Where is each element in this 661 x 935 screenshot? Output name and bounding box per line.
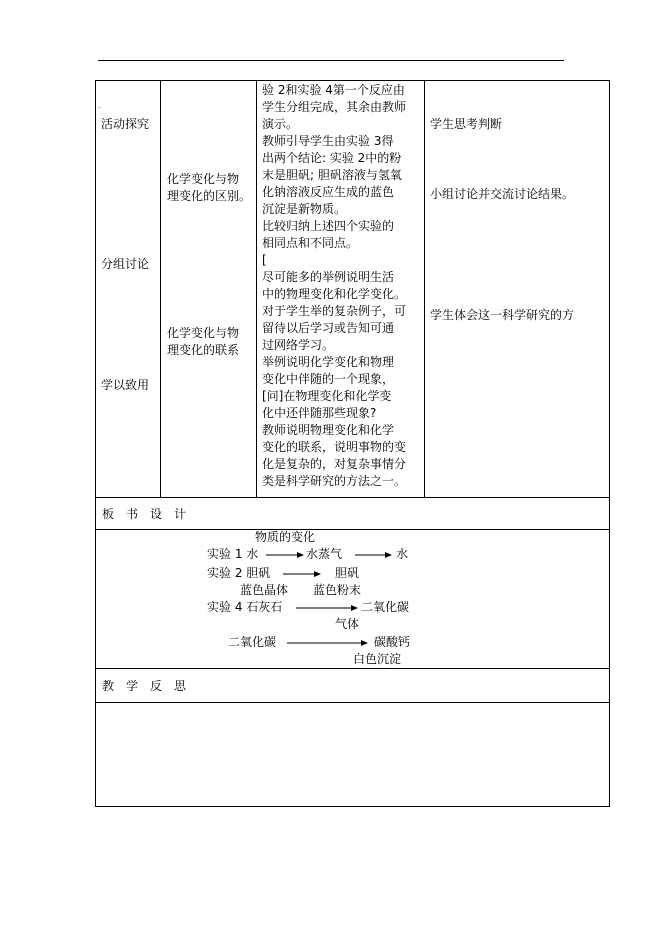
label-activity-explore: 活动探究	[101, 117, 150, 131]
arrow-3-head	[351, 605, 358, 611]
student-note-discuss: 小组讨论并交流讨论结果。	[430, 187, 575, 201]
board-co2-end: 碳酸钙	[374, 635, 411, 649]
board-exp4-start: 实验 4 石灰石	[207, 600, 283, 614]
board-exp4-state: 气体	[335, 617, 360, 631]
board-exp1-start: 实验 1 水	[207, 547, 259, 561]
label-group-discuss: 分组讨论	[101, 257, 150, 271]
topic-difference-line2: 理变化的区别。	[167, 189, 252, 203]
teacher-line: 留待以后学习或告知可通	[262, 321, 395, 335]
teacher-line: 对于学生举的复杂例子，可	[262, 304, 407, 318]
teacher-line: 尽可能多的举例说明生活	[262, 270, 395, 284]
teacher-line: 变化中伴随的一个现象，	[262, 372, 395, 386]
teacher-line: 比较归纳上述四个实验的	[262, 219, 395, 233]
arrow-4-head	[361, 640, 368, 646]
board-exp2-state-a: 蓝色晶体	[240, 583, 289, 597]
topic-difference-line1: 化学变化与物	[167, 172, 240, 186]
teacher-line: 化中还伴随那些现象?	[262, 406, 377, 420]
teacher-line: 过网络学习。	[262, 338, 335, 352]
teaching-reflection-label: 教学反思	[102, 679, 199, 693]
teacher-line: 化是复杂的，对复杂事情分	[262, 457, 407, 471]
student-note-think: 学生思考判断	[430, 117, 503, 131]
board-exp1-end: 水	[396, 547, 409, 561]
board-exp2-end: 胆矾	[335, 566, 360, 580]
teacher-line: 沉淀是新物质。	[262, 202, 347, 216]
teacher-line: 学生分组完成，其余由教师	[262, 100, 407, 114]
board-exp4-end: 二氧化碳	[361, 600, 410, 614]
teacher-line: 变化的联系，说明事物的变	[262, 440, 407, 454]
student-note-experience: 学生体会这一科学研究的方	[430, 308, 575, 322]
tiny-mark: ·	[98, 104, 101, 112]
teacher-line: 教师引导学生由实验 3得	[262, 134, 394, 148]
teacher-line: 相同点和不同点。	[262, 236, 359, 250]
teacher-line: 教师说明物理变化和化学	[262, 423, 395, 437]
teacher-line: 化钠溶液反应生成的蓝色	[262, 185, 395, 199]
board-exp1-mid: 水蒸气	[306, 547, 343, 561]
board-exp2-start: 实验 2 胆矾	[207, 566, 271, 580]
teacher-line: 中的物理变化和化学变化。	[262, 287, 407, 301]
label-apply: 学以致用	[101, 378, 150, 392]
teacher-line: 演示。	[262, 117, 299, 131]
board-title: 物质的变化	[255, 530, 316, 544]
teacher-line: 验 2和实验 4第一个反应由	[262, 83, 405, 97]
board-design-label: 板书设计	[102, 507, 199, 521]
topic-relation-line1: 化学变化与物	[167, 326, 240, 340]
board-co2-start: 二氧化碳	[228, 635, 277, 649]
teacher-line: 类是科学研究的方法之一。	[262, 474, 407, 488]
board-co2-state: 白色沉淀	[353, 652, 402, 666]
teacher-line: 举例说明化学变化和物理	[262, 355, 395, 369]
teacher-line: [问]在物理变化和化学变	[262, 389, 392, 403]
teacher-line: 末是胆矾; 胆矾溶液与氢氧	[262, 168, 402, 182]
teacher-line: 出两个结论: 实验 2中的粉	[262, 151, 402, 165]
arrow-1a-head	[297, 552, 304, 558]
topic-relation-line2: 理变化的联系	[167, 343, 240, 357]
arrow-1b-head	[385, 552, 392, 558]
board-exp2-state-b: 蓝色粉末	[313, 583, 362, 597]
arrow-2-head	[314, 571, 321, 577]
teacher-line: [	[262, 253, 267, 267]
